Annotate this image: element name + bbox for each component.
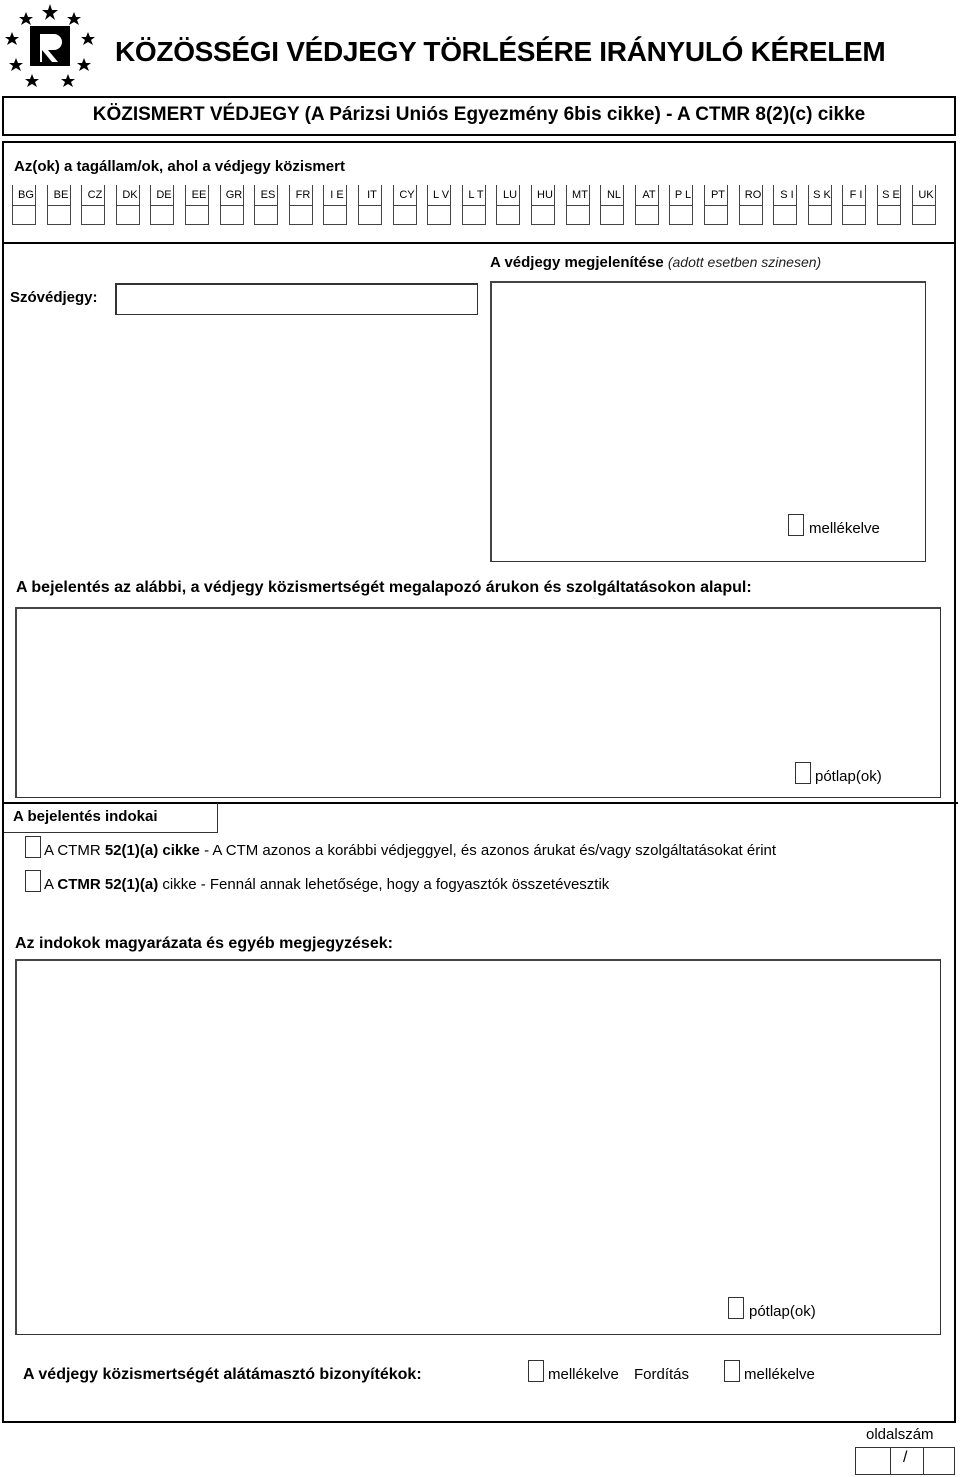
country-box-line (81, 205, 105, 206)
country-box-line (496, 224, 520, 225)
country-box-line (12, 205, 36, 206)
country-box-line (393, 224, 417, 225)
country-checkbox[interactable] (12, 185, 36, 225)
country-box-line (842, 205, 866, 206)
country-code: FR (295, 189, 311, 201)
country-box-line (600, 224, 624, 225)
translation-attached-label: mellékelve (744, 1366, 815, 1383)
country-code: GR (225, 189, 243, 201)
country-box-line (150, 205, 174, 206)
country-box-line (12, 224, 36, 225)
representation-title: A védjegy megjelenítése (490, 254, 664, 271)
country-code: S K (813, 189, 831, 201)
country-box-line (739, 224, 763, 225)
country-checkbox[interactable] (808, 185, 832, 225)
country-box-line (842, 224, 866, 225)
country-box-line (462, 205, 486, 206)
country-code: UK (918, 189, 934, 201)
form-title: KÖZÖSSÉGI VÉDJEGY TÖRLÉSÉRE IRÁNYULÓ KÉRELEM (115, 36, 886, 67)
country-box-line (808, 224, 832, 225)
country-checkbox[interactable] (912, 185, 936, 225)
country-checkbox[interactable] (566, 185, 590, 225)
country-code: DK (122, 189, 138, 201)
ground-2-label: A CTMR 52(1)(a) cikke - Fennál annak lehetősége, hogy a fogyasztók összetévesztik (44, 876, 610, 893)
country-code: CZ (87, 189, 103, 201)
translation-label: Fordítás (634, 1366, 690, 1383)
country-box-line (323, 205, 347, 206)
country-code: CY (399, 189, 415, 201)
country-box-line (669, 224, 693, 225)
country-checkbox[interactable] (635, 185, 659, 225)
country-checkbox[interactable] (358, 185, 382, 225)
country-box-line (566, 205, 590, 206)
country-checkbox[interactable] (220, 185, 244, 225)
country-box-line (254, 205, 278, 206)
section-divider (4, 242, 954, 244)
page-number-divider (890, 1448, 891, 1475)
country-code: HU (537, 189, 553, 201)
representation-note: (adott esetben szinesen) (667, 254, 822, 270)
country-box-line (704, 224, 728, 225)
representation-attached-checkbox[interactable] (788, 514, 804, 536)
country-code: L T (468, 189, 484, 201)
country-checkbox[interactable] (496, 185, 520, 225)
country-box-line (773, 205, 797, 206)
country-box-line (427, 205, 451, 206)
country-checkbox[interactable] (669, 185, 693, 225)
country-box-line (912, 205, 936, 206)
page-number-separator: / (903, 1449, 908, 1466)
subtitle-box (2, 96, 956, 136)
goods-extra-sheets-label: pótlap(ok) (815, 768, 882, 785)
evidence-attached-label: mellékelve (548, 1366, 619, 1383)
country-code: F I (849, 189, 863, 201)
country-code: ES (260, 189, 276, 201)
country-code: P L (674, 189, 692, 201)
country-box-line (462, 224, 486, 225)
country-box-line (635, 224, 659, 225)
country-box-line (773, 224, 797, 225)
word-mark-field[interactable] (115, 283, 478, 315)
country-checkbox[interactable] (427, 185, 451, 225)
country-box-line (220, 224, 244, 225)
country-code: DE (156, 189, 172, 201)
goods-extra-sheets-checkbox[interactable] (795, 762, 811, 784)
country-checkbox[interactable] (323, 185, 347, 225)
country-box-line (600, 205, 624, 206)
country-checkbox[interactable] (185, 185, 209, 225)
representation-attached-label: mellékelve (809, 520, 880, 537)
country-checkbox[interactable] (531, 185, 555, 225)
country-box-line (669, 205, 693, 206)
form-subtitle: KÖZISMERT VÉDJEGY (A Párizsi Uniós Egyezmény 6bis cikke) - A CTMR 8(2)(c) cikke (92, 104, 866, 125)
country-box-line (47, 205, 71, 206)
country-checkbox[interactable] (81, 185, 105, 225)
evidence-label: A védjegy közismertségét alátámasztó bizonyítékok: (23, 1366, 422, 1383)
country-box-line (635, 205, 659, 206)
country-checkbox[interactable] (773, 185, 797, 225)
country-box-line (185, 224, 209, 225)
country-box-line (81, 224, 105, 225)
country-box-line (185, 205, 209, 206)
explanation-extra-sheets-checkbox[interactable] (728, 1297, 744, 1319)
country-code: PT (710, 189, 726, 201)
ground-1-label: A CTMR 52(1)(a) cikke - A CTM azonos a korábbi védjeggyel, és azonos árukat és/vagy szolgáltatásokat érint (44, 842, 777, 859)
country-checkbox[interactable] (704, 185, 728, 225)
country-checkbox[interactable] (150, 185, 174, 225)
country-checkbox[interactable] (254, 185, 278, 225)
country-checkbox[interactable] (462, 185, 486, 225)
country-code: RO (744, 189, 762, 201)
country-checkbox[interactable] (116, 185, 140, 225)
country-box-line (739, 205, 763, 206)
country-box-line (116, 205, 140, 206)
country-box-line (358, 224, 382, 225)
country-code: AT (642, 189, 656, 201)
country-code: I E (330, 189, 344, 201)
goods-label: A bejelentés az alábbi, a védjegy közismertségét megalapozó árukon és szolgáltatásokon alapul: (16, 579, 752, 596)
country-box-line (323, 224, 347, 225)
country-box-line (358, 205, 382, 206)
country-checkbox[interactable] (47, 185, 71, 225)
country-code: BE (53, 189, 69, 201)
ground-2-checkbox[interactable] (25, 870, 41, 892)
country-code: L V (432, 189, 450, 201)
member-states-label: Az(ok) a tagállam/ok, ahol a védjegy közismert (14, 158, 345, 175)
explanation-label: Az indokok magyarázata és egyéb megjegyzések: (15, 935, 393, 952)
ground-1-checkbox[interactable] (25, 836, 41, 858)
country-box-line (220, 205, 244, 206)
country-checkbox[interactable] (600, 185, 624, 225)
country-checkbox[interactable] (393, 185, 417, 225)
country-code: S I (780, 189, 794, 201)
country-box-line (254, 224, 278, 225)
word-mark-label: Szóvédjegy: (10, 289, 98, 306)
country-box-line (289, 205, 313, 206)
country-checkbox[interactable] (877, 185, 901, 225)
country-box-line (150, 224, 174, 225)
explanation-box[interactable] (15, 959, 941, 1335)
country-box-line (808, 205, 832, 206)
ohim-logo (4, 2, 96, 90)
country-box-line (427, 224, 451, 225)
country-box-line (47, 224, 71, 225)
country-box-line (566, 224, 590, 225)
country-box-line (877, 205, 901, 206)
representation-label (490, 254, 821, 271)
country-box-line (531, 224, 555, 225)
explanation-extra-sheets-label: pótlap(ok) (749, 1303, 816, 1320)
page-number-label: oldalszám (866, 1426, 934, 1443)
grounds-label: A bejelentés indokai (13, 808, 158, 825)
country-code: MT (572, 189, 588, 201)
country-code: S E (882, 189, 900, 201)
country-code: LU (502, 189, 518, 201)
country-box-line (912, 224, 936, 225)
country-code: NL (606, 189, 622, 201)
country-box-line (393, 205, 417, 206)
country-box-line (116, 224, 140, 225)
country-code: EE (191, 189, 207, 201)
country-box-line (531, 205, 555, 206)
country-box-line (877, 224, 901, 225)
country-checkbox[interactable] (289, 185, 313, 225)
country-checkbox[interactable] (842, 185, 866, 225)
page-number-divider (923, 1448, 924, 1475)
country-box-line (289, 224, 313, 225)
country-checkbox[interactable] (739, 185, 763, 225)
country-box-line (704, 205, 728, 206)
member-states-grid (12, 185, 934, 225)
country-code: BG (18, 189, 34, 201)
country-code: IT (367, 189, 377, 201)
evidence-attached-checkbox[interactable] (528, 1360, 544, 1382)
translation-attached-checkbox[interactable] (724, 1360, 740, 1382)
country-box-line (496, 205, 520, 206)
